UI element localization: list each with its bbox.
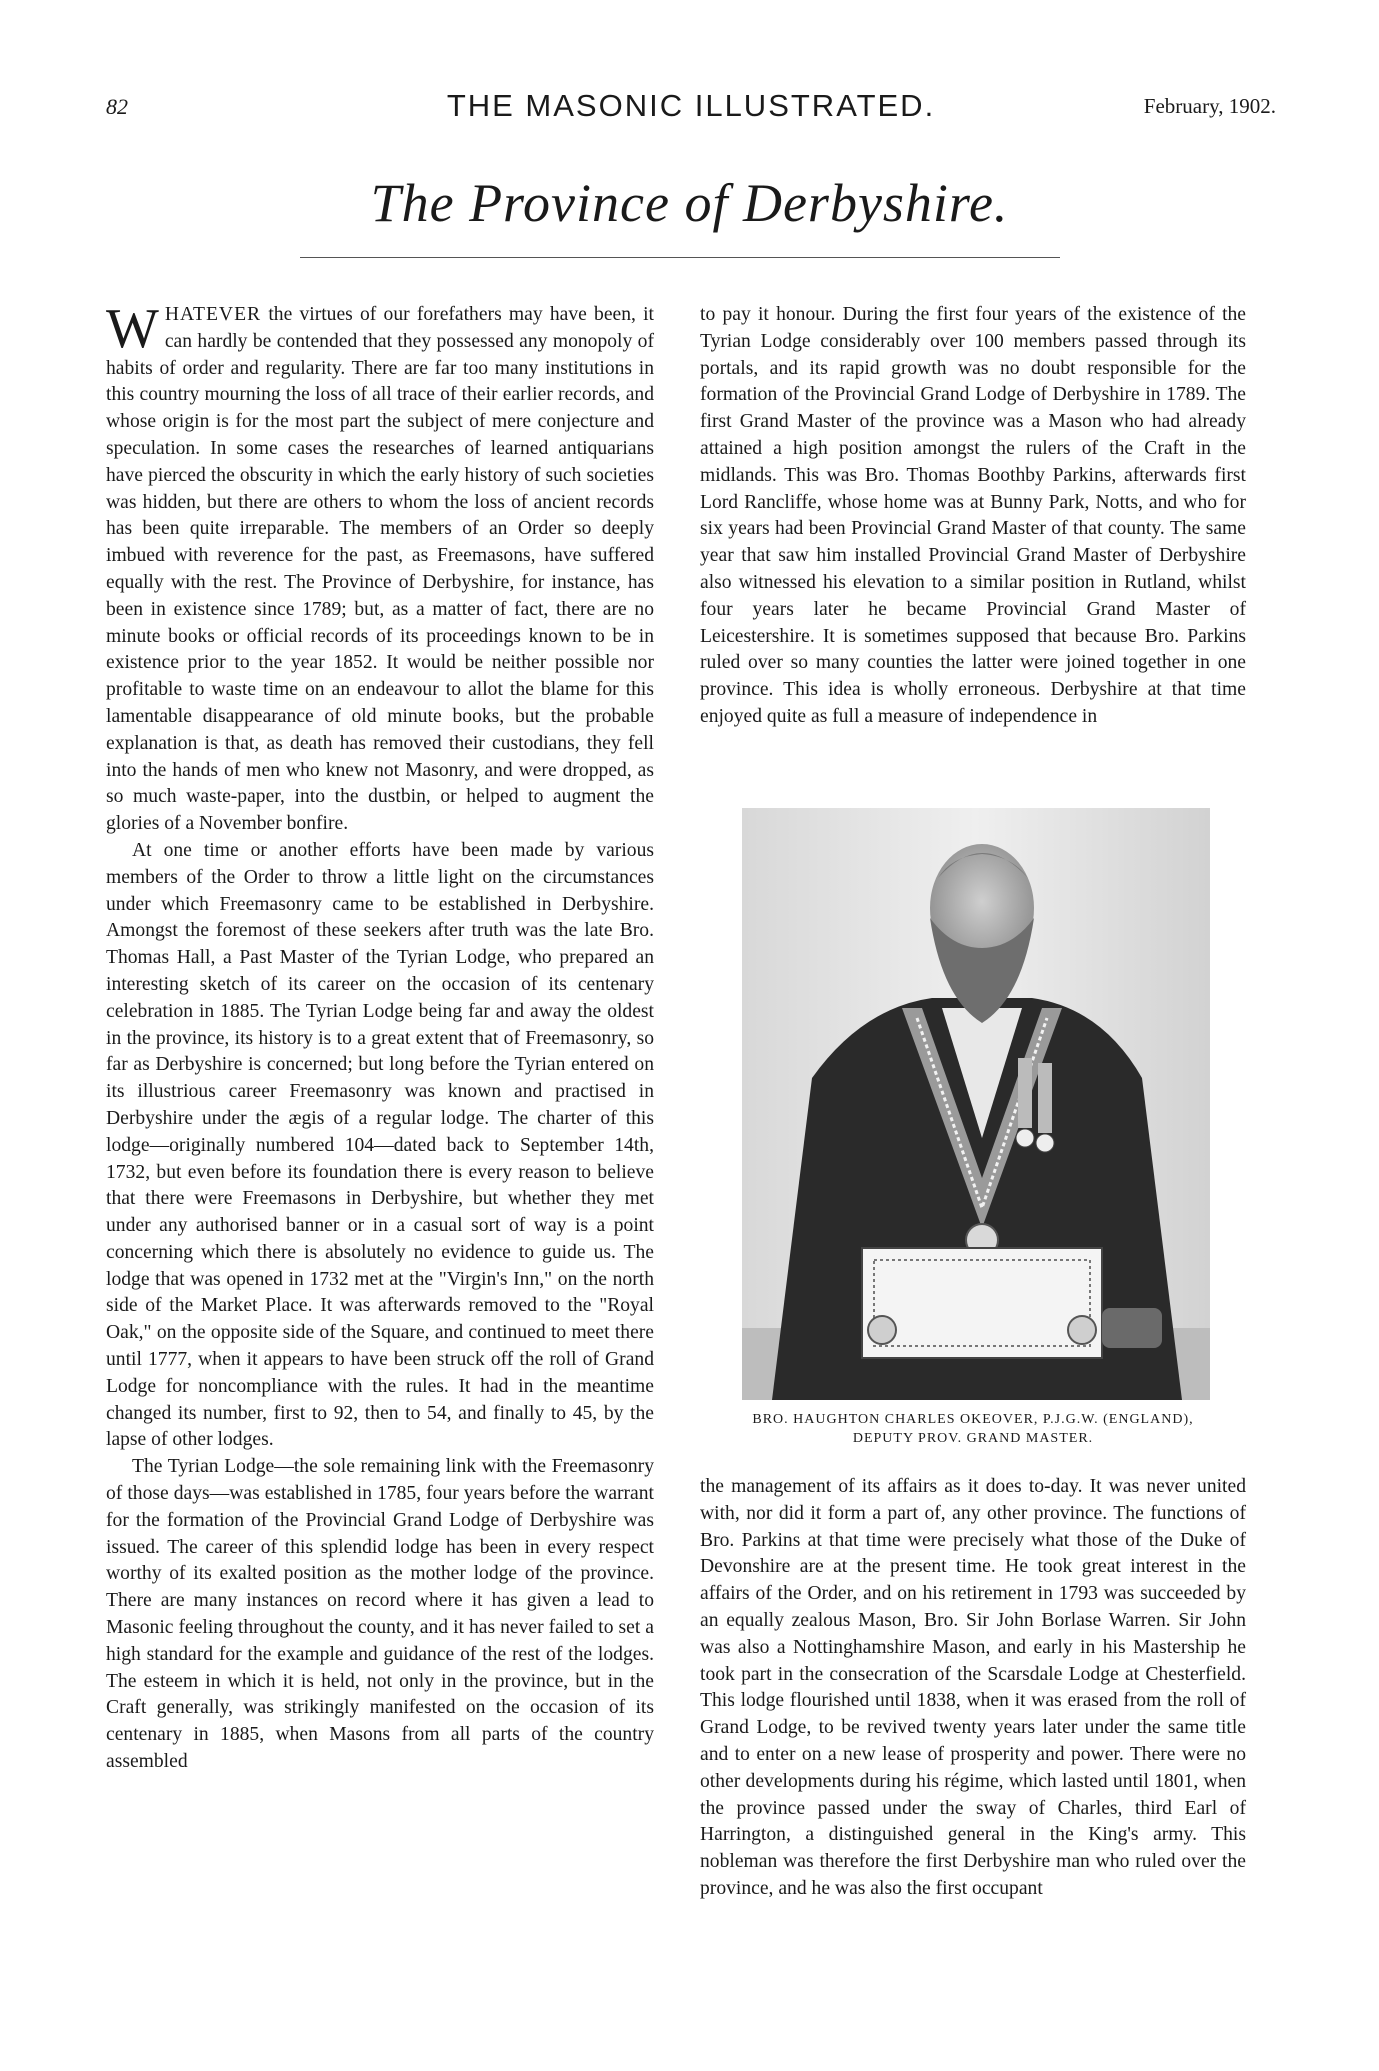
running-head: [106, 88, 1276, 128]
paragraph: The Tyrian Lodge—the sole remaining link with the Freemasonry of those days—was established in 1785, four years before the warrant for the formation of the Provincial Grand Lodge of Derbyshire was issued. The career of this splendid lodge has been in every respect worthy of its exalted position as the mother lodge of the province. There are many instances on record where it has given a lead to Masonic feeling throughout the county, and it has never failed to set a high standard for the example and guidance of the rest of the lodges. The esteem in which it is held, not only in the province, but in the Craft generally, was strikingly manifested on the occasion of its centenary in 1885, when Masons from all parts of the country assembled: [106, 1456, 654, 1773]
left-column: [106, 298, 654, 1776]
portrait-image: [742, 808, 1210, 1400]
paragraph-text: the virtues of our forefathers may have been, it can hardly be contended that they possessed any monopoly of habits of order and regularity. There are far too many institutions in this country mourning the loss of all trace of their earlier records, and whose origin is for the most part the subject of mere conjecture and speculation. In some cases the researches of learned antiquarians have pierced the obscurity in which the early history of such societies was hidden, but there are others to whom the loss of ancient records has been quite irreparable. The members of an Order so deeply imbued with reverence for the past, as Freemasons, have suffered equally with the rest. The Province of Derbyshire, for instance, has been in existence since 1789; but, as a matter of fact, there are no minute books or official records of its proceedings known to be in existence prior to the year 1852. It would be neither possible nor profitable to waste time on an endeavour to allot the blame for this lamentable disappearance of old minute books, but the probable explanation is that, as death has removed their custodians, they fell into the hands of men who knew not Masonry, and were dropped, as so much waste-paper, into the dustbin, or helped to augment the glories of a November bonfire.: [106, 304, 654, 835]
drop-cap: W: [106, 298, 159, 360]
title-rule: [300, 257, 1060, 258]
portrait-photo: [742, 808, 1210, 1400]
paragraph: to pay it honour. During the first four years of the existence of the Tyrian Lodge considerably over 100 members passed through its portals, and its rapid growth was no doubt responsible for the formation of the Provincial Grand Lodge of Derbyshire in 1789. The first Grand Master of the province was a Mason who had already attained a high position amongst the rulers of the Craft in the midlands. This was Bro. Thomas Boothby Parkins, afterwards first Lord Rancliffe, whose home was at Bunny Park, Notts, and who for six years had been Provincial Grand Master of that county. The same year that saw him installed Provincial Grand Master of Derbyshire also witnessed his elevation to a similar position in Rutland, whilst four years later he became Provincial Grand Master of Leicestershire. It is sometimes supposed that because Bro. Parkins ruled over so many counties the latter were joined together in one province. This idea is wholly erroneous. Derbyshire at that time enjoyed quite as full a measure of independence in: [700, 304, 1246, 727]
page-number: 82: [106, 94, 128, 119]
issue-date: February, 1902.: [1143, 94, 1276, 118]
right-column-top: [700, 302, 1246, 731]
journal-title: THE MASONIC ILLUSTRATED.: [446, 88, 936, 123]
paragraph: At one time or another efforts have been made by various members of the Order to throw a little light on the circumstances under which Freemasonry came to be established in Derbyshire. Amongst the foremost of these seekers after truth was the late Bro. Thomas Hall, a Past Master of the Tyrian Lodge, who prepared an interesting sketch of its career on the occasion of its centenary celebration in 1885. The Tyrian Lodge being far and away the oldest in the province, its history is to a great extent that of Freemasonry, so far as Derbyshire is concerned; but long before the Tyrian entered on its illustrious career Freemasonry was known and practised in Derbyshire under the ægis of a regular lodge. The charter of this lodge—originally numbered 104—dated back to September 14th, 1732, but even before its foundation there is every reason to believe that there were Freemasons in Derbyshire, but whether they met under any authorised banner or in a casual sort of way is a point concerning which there is absolutely no evidence to guide us. The lodge that was opened in 1732 met at the "Virgin's Inn," on the north side of the Market Place. It was afterwards removed to the "Royal Oak," on the opposite side of the Square, and continued to meet there until 1777, when it appears to have been struck off the roll of Grand Lodge for noncompliance with the rules. It had in the meantime changed its number, first to 92, then to 54, and finally to 45, by the lapse of other lodges.: [106, 839, 654, 1451]
opening-word: HATEVER: [164, 304, 262, 325]
photo-caption: [700, 1410, 1246, 1448]
caption-line: BRO. HAUGHTON CHARLES OKEOVER, P.J.G.W. (ENGLAND),: [752, 1412, 1194, 1427]
article-title: The Province of Derbyshire.: [370, 173, 1009, 233]
paragraph: [106, 298, 654, 838]
caption-line: DEPUTY PROV. GRAND MASTER.: [852, 1431, 1094, 1446]
paragraph: the management of its affairs as it does to-day. It was never united with, nor did it form a part of, any other province. The functions of Bro. Parkins at that time were precisely what those of the Duke of Devonshire are at the present time. He took great interest in the affairs of the Order, and on his retirement in 1793 was succeeded by an equally zealous Mason, Bro. Sir John Borlase Warren. Sir John was also a Nottinghamshire Mason, and early in his Mastership he took part in the consecration of the Scarsdale Lodge at Chesterfield. This lodge flourished until 1838, when it was erased from the roll of Grand Lodge, to be revived twenty years later under the same title and to enter on a new lease of prosperity and power. There were no other developments during his régime, which lasted until 1801, when the province passed under the sway of Charles, third Earl of Harrington, a distinguished general in the King's army. This nobleman was therefore the first Derbyshire man who ruled over the province, and he was also the first occupant: [700, 1476, 1246, 1899]
right-column-bottom: [700, 1474, 1246, 1903]
